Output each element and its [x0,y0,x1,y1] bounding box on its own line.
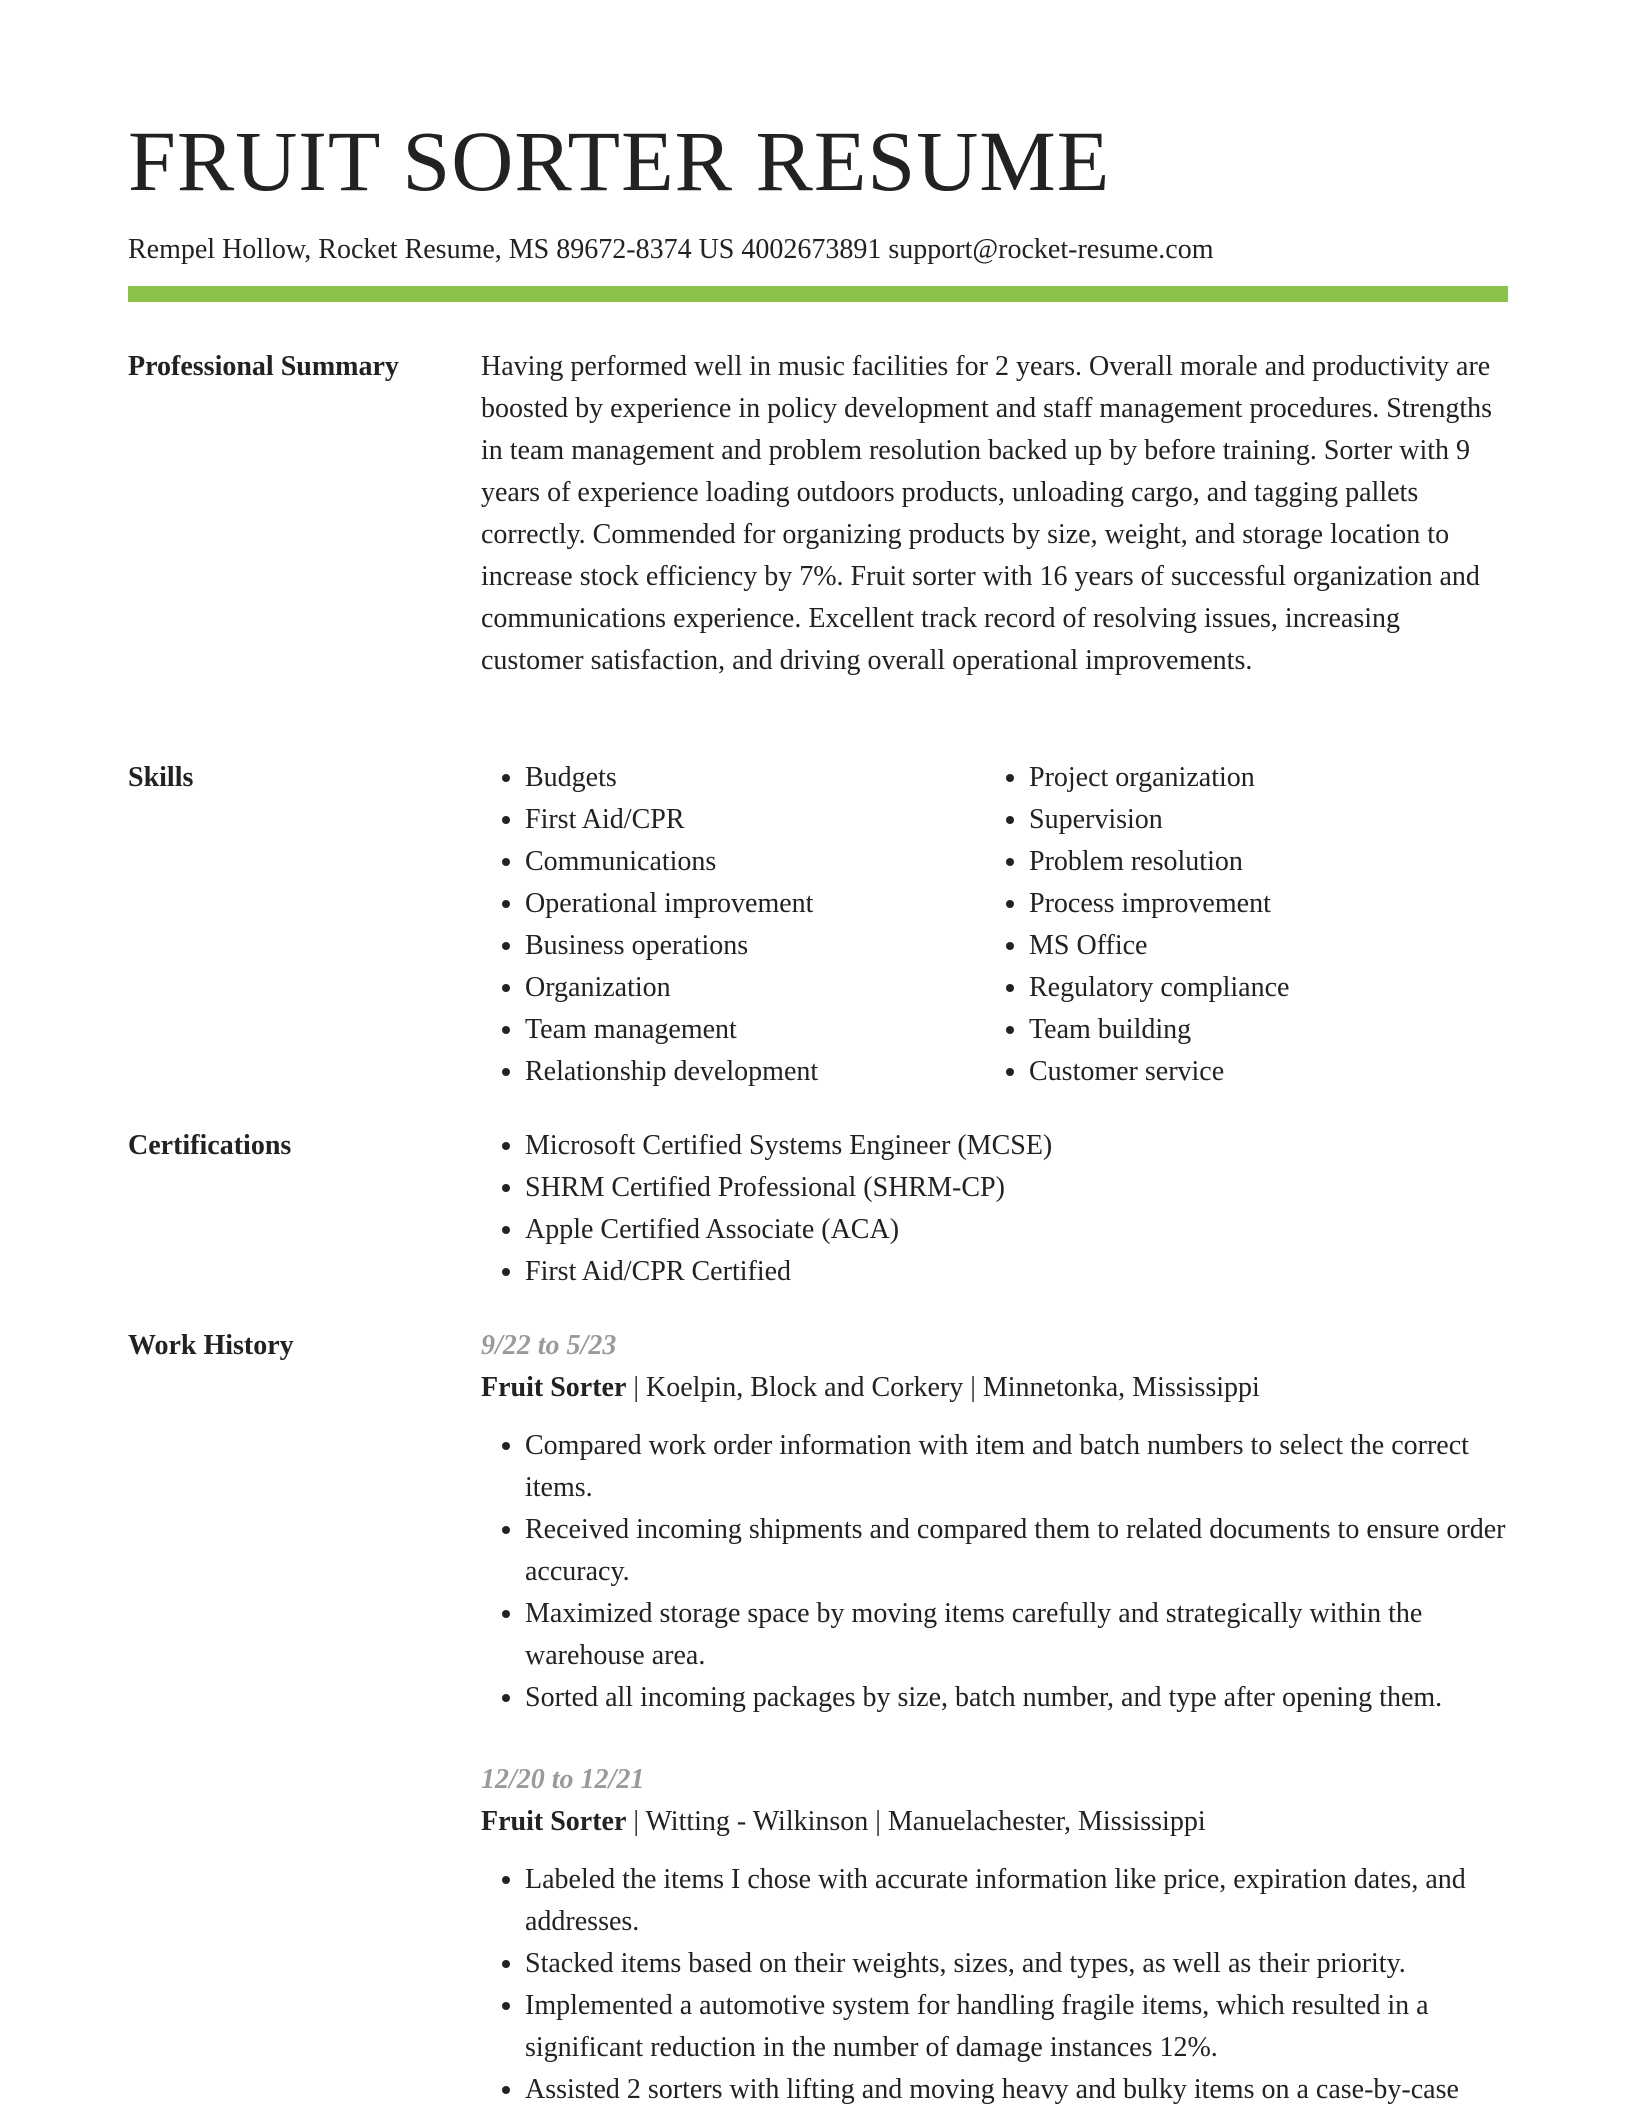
job-duty: • Implemented a automotive system for handling fragile items, which resulted in a significant reduction in the number of damage instances 12%. [525,1985,1508,2069]
skill-item: • MS Office [1029,925,1489,967]
work-history-heading: Work History [128,1330,294,1361]
job-entry [481,1325,1508,1719]
summary-text: Having performed well in music facilities for 2 years. Overall morale and productivity are boosted by experience in policy development and staff management procedures. Strengths in team management and problem resolution backed up by before training. Sorter with 9 years of experience loading outdoors products, unloading cargo, and tagging pallets correctly. Commended for organizing products by size, weight, and storage location to increase stock efficiency by 7%. Fruit sorter with 16 years of successful organization and communications experience. Excellent track record of resolving issues, increasing customer satisfaction, and driving overall operational improvements. [481,351,1493,676]
skill-item: • Problem resolution [1029,841,1489,883]
resume-title: FRUIT SORTER RESUME [128,113,1111,209]
certification-item: • Apple Certified Associate (ACA) [525,1209,1508,1251]
skills-list-right [985,757,1489,1093]
job-duties-list [481,1425,1508,1719]
job-duty: • Maximized storage space by moving items carefully and strategically within the warehouse area. [525,1593,1508,1677]
job-duty: • Assisted 2 sorters with lifting and moving heavy and bulky items on a case-by-case [525,2069,1508,2111]
skill-item: • Regulatory compliance [1029,967,1489,1009]
job-duty: • Compared work order information with item and batch numbers to select the correct items. [525,1425,1508,1509]
job-duty: • Received incoming shipments and compared them to related documents to ensure order accuracy. [525,1509,1508,1593]
skill-item: • Relationship development [525,1051,985,1093]
skills-body [481,757,1508,1093]
job-dates: 9/22 to 5/23 [481,1330,617,1361]
skill-item: • Supervision [1029,799,1489,841]
skill-item: • Team management [525,1009,985,1051]
skills-list-left [481,757,985,1093]
job-entry [481,1759,1508,2111]
skills-heading: Skills [128,762,194,793]
certifications-body [481,1125,1508,1293]
job-duty: • Stacked items based on their weights, sizes, and types, as well as their priority. [525,1943,1508,1985]
certification-item: • First Aid/CPR Certified [525,1251,1508,1293]
summary-heading: Professional Summary [128,351,399,382]
skill-item: • Budgets [525,757,985,799]
skill-item: • Organization [525,967,985,1009]
job-dates: 12/20 to 12/21 [481,1764,645,1795]
skill-item: • Operational improvement [525,883,985,925]
job-duty: • Labeled the items I chose with accurate information like price, expiration dates, and addresses. [525,1859,1508,1943]
skill-item: • Communications [525,841,985,883]
certification-item: • Microsoft Certified Systems Engineer (MCSE) [525,1125,1508,1167]
summary-body [481,346,1508,682]
header-divider [128,286,1508,302]
job-duty: • Sorted all incoming packages by size, batch number, and type after opening them. [525,1677,1508,1719]
certifications-heading: Certifications [128,1130,292,1161]
skill-item: • Team building [1029,1009,1489,1051]
job-title: Fruit Sorter [481,1806,627,1837]
job-employer: | Koelpin, Block and Corkery | Minnetonka, Mississippi [626,1372,1260,1403]
work-history-body [481,1325,1508,2111]
skill-item: • Process improvement [1029,883,1489,925]
skill-item: • Customer service [1029,1051,1489,1093]
skill-item: • Business operations [525,925,985,967]
job-heading-line [481,1367,1508,1409]
skill-item: • First Aid/CPR [525,799,985,841]
certifications-list [481,1125,1508,1293]
job-title: Fruit Sorter [481,1372,627,1403]
job-duties-list [481,1859,1508,2111]
contact-line: Rempel Hollow, Rocket Resume, MS 89672-8374 US 4002673891 support@rocket-resume.com [128,234,1214,265]
skill-item: • Project organization [1029,757,1489,799]
job-employer: | Witting - Wilkinson | Manuelachester, Mississippi [626,1806,1206,1837]
job-heading-line [481,1801,1508,1843]
certification-item: • SHRM Certified Professional (SHRM-CP) [525,1167,1508,1209]
